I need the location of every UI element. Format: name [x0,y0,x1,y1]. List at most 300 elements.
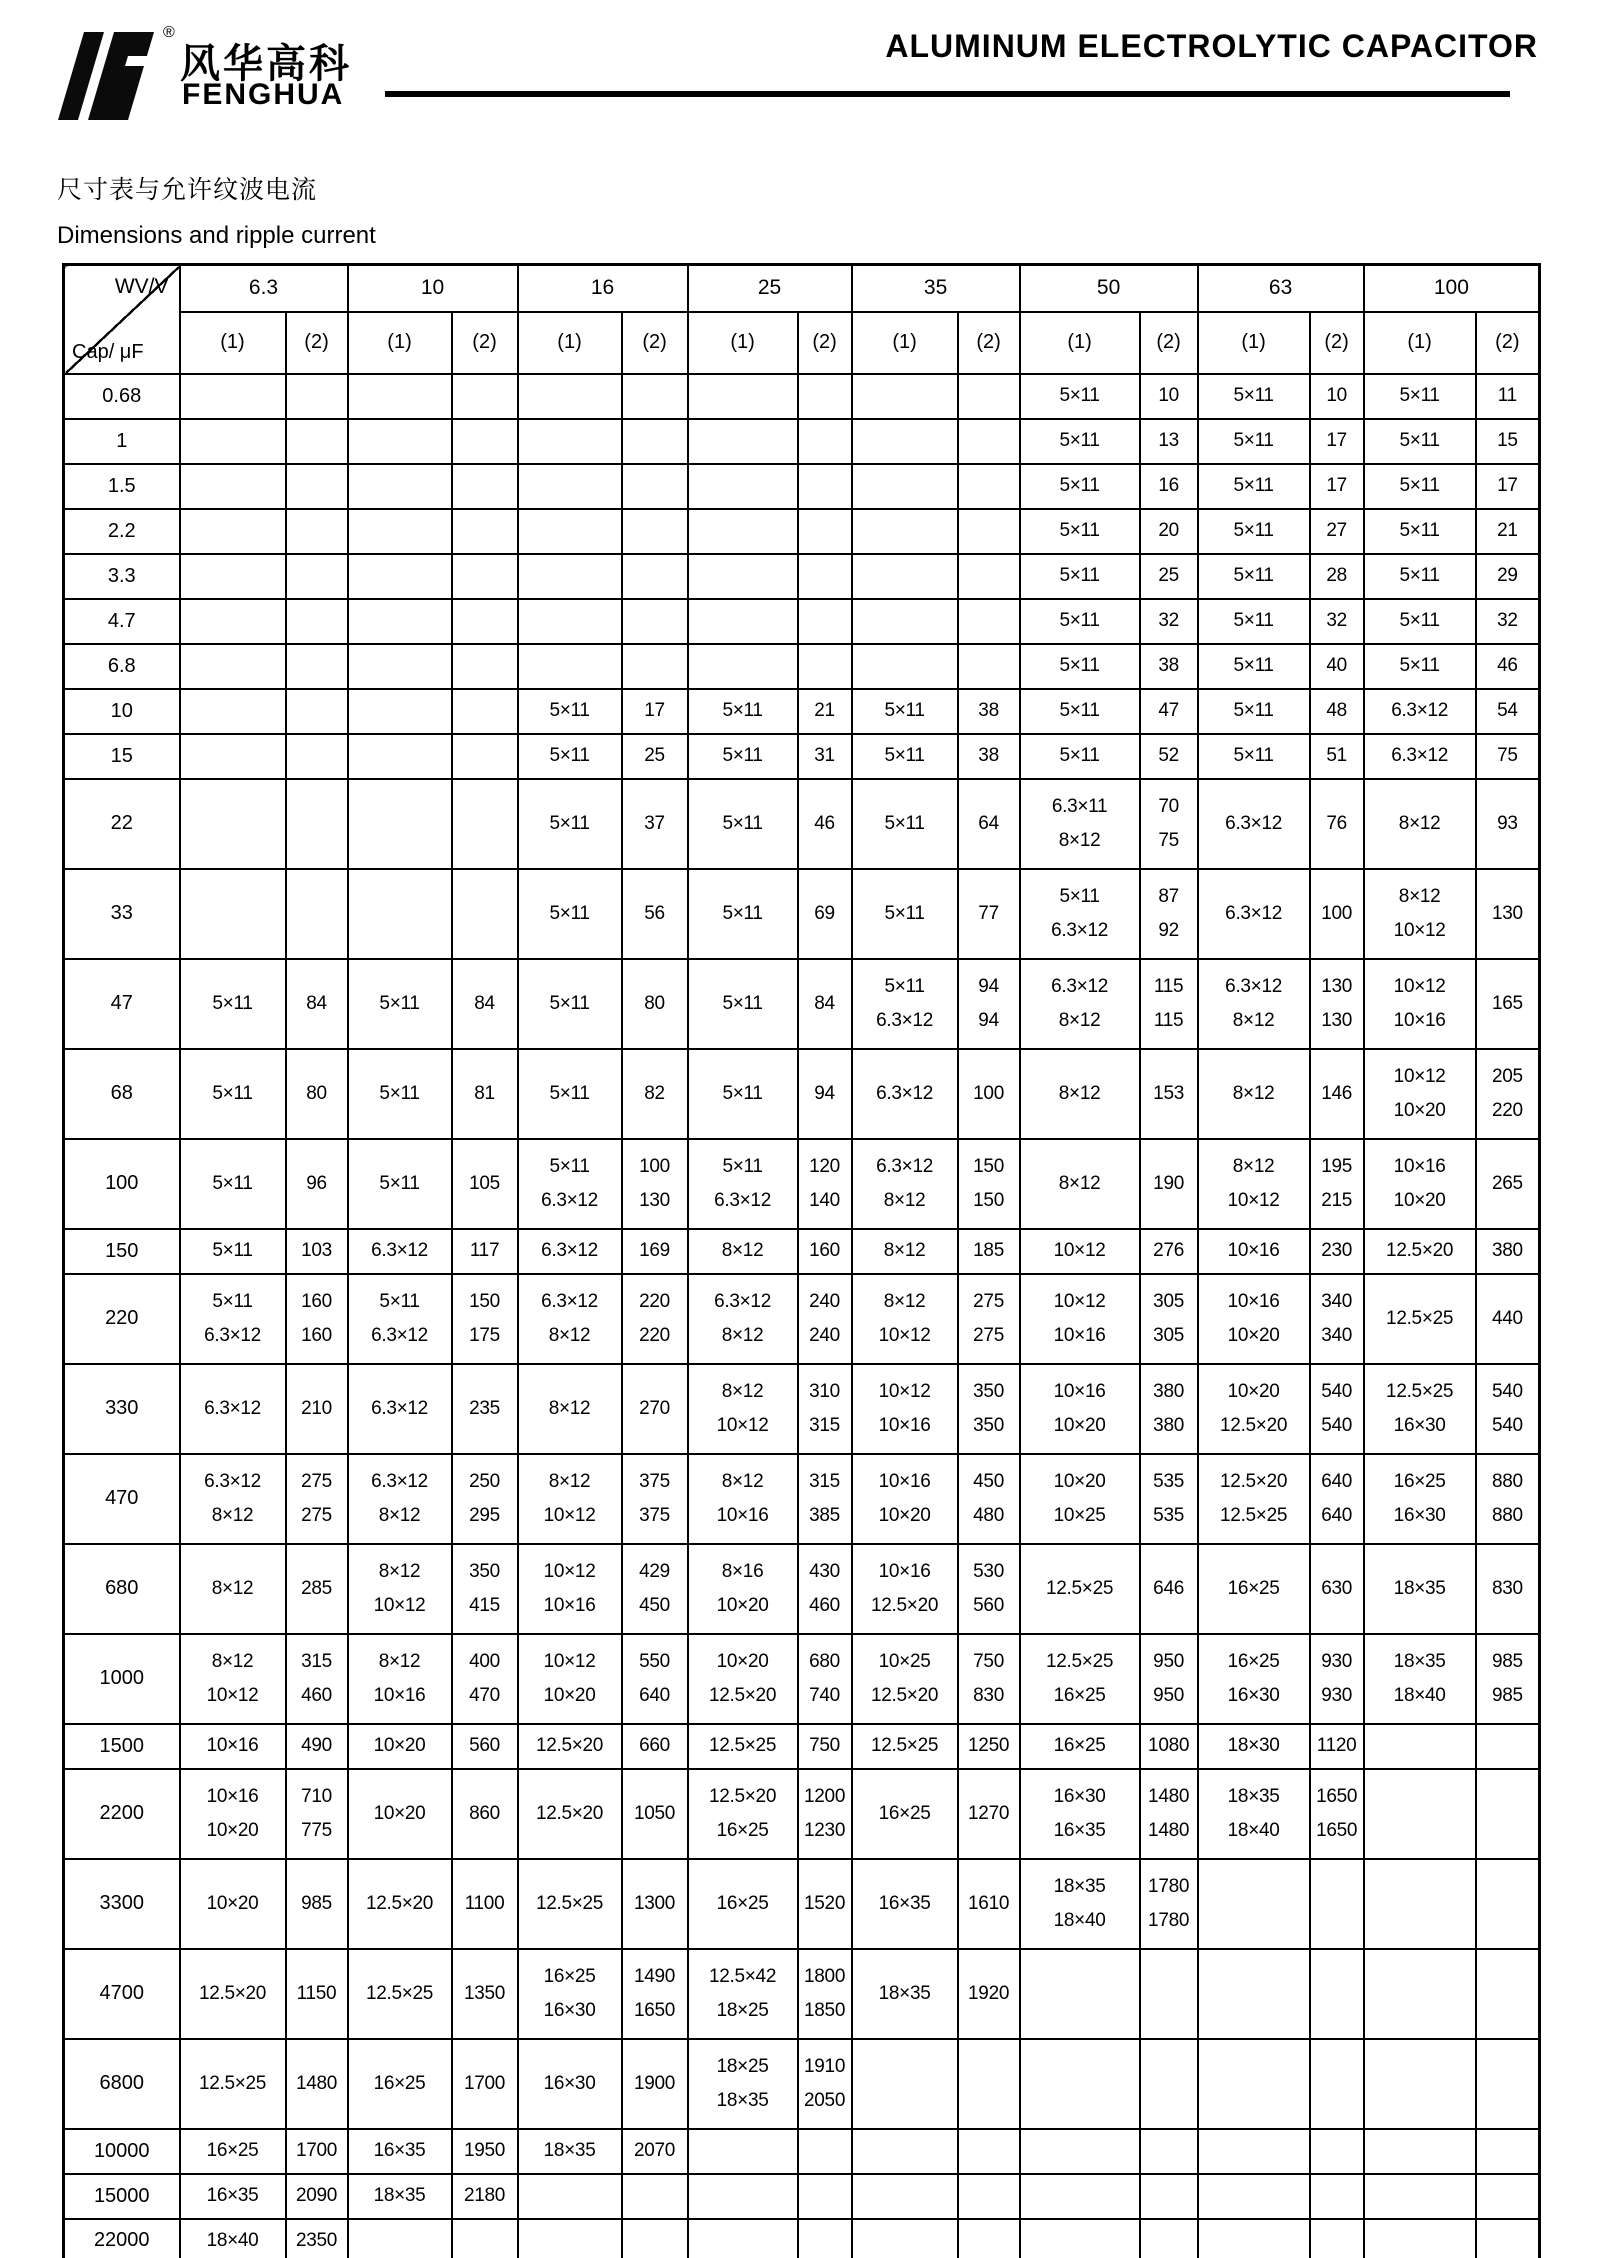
dim-value: 10×20 [716,1594,769,1616]
ripple-value: 38 [978,700,999,721]
ripple-cell [452,734,518,779]
ripple-cell [622,374,688,419]
dim-cell [1364,1364,1476,1454]
ripple-cell [1140,1859,1198,1949]
dim-cell [180,1634,286,1724]
subcolumn-header: (1) [852,312,958,374]
dim-value: 8×12 [1398,885,1441,907]
dim-value: 12.5×20 [871,1684,939,1706]
dim-cell [1020,1949,1140,2039]
ripple-value: 429 [639,1560,670,1582]
ripple-value: 240 [809,1324,840,1346]
subcolumn-header: (1) [180,312,286,374]
dim-cell [518,1634,622,1724]
ripple-value: 21 [1497,520,1518,541]
ripple-cell [1310,779,1364,869]
dim-value: 12.5×25 [1386,1380,1454,1402]
cap-row [64,1364,1540,1454]
ripple-cell [622,599,688,644]
dim-value: 5×11 [1059,430,1100,451]
ripple-cell [622,1454,688,1544]
ripple-value: 440 [1491,1307,1523,1329]
ripple-value: 38 [1158,655,1179,676]
ripple-cell [1140,1544,1198,1634]
ripple-cell [958,1454,1020,1544]
ripple-value: 21 [814,700,835,721]
ripple-value: 460 [809,1594,840,1616]
dim-value: 10×12 [1393,975,1446,997]
ripple-value: 140 [809,1189,840,1211]
dim-cell [180,1229,286,1274]
ripple-value: 530 [973,1560,1004,1582]
ripple-cell [958,734,1020,779]
ripple-value: 64 [978,812,999,834]
ripple-cell [958,1769,1020,1859]
dim-cell [348,779,452,869]
ripple-value: 205 [1491,1065,1523,1087]
ripple-value: 2180 [463,2185,506,2206]
ripple-cell [452,2174,518,2219]
ripple-value: 29 [1497,565,1518,586]
cap-row [64,509,1540,554]
ripple-cell [1476,599,1540,644]
ripple-value: 81 [474,1082,495,1104]
dim-value: 10×12 [1053,1240,1106,1261]
dim-value: 6.3×12 [541,1189,598,1211]
dim-cell [688,1364,798,1454]
ripple-cell [1140,2039,1198,2129]
dim-value: 6.3×12 [371,1397,428,1419]
dim-cell [518,1949,622,2039]
ripple-value: 2350 [295,2229,338,2251]
dim-cell [1198,374,1310,419]
cap-cell: 1 [64,419,180,464]
voltage-header: 10 [348,265,518,312]
corner-voltage-label: WV/V [114,275,169,298]
ripple-cell [1140,1229,1198,1274]
subcolumn-header: (1) [1020,312,1140,374]
ripple-cell [1310,464,1364,509]
ripple-cell [622,1634,688,1724]
dim-value: 16×30 [543,1999,596,2021]
dim-cell [518,1769,622,1859]
ripple-cell [1476,419,1540,464]
ripple-cell [452,554,518,599]
dim-cell [348,464,452,509]
cap-cell: 1.5 [64,464,180,509]
dim-cell [852,509,958,554]
subcolumn-header: (1) [688,312,798,374]
ripple-value: 1650 [1316,1819,1358,1841]
ripple-cell [452,2129,518,2174]
ripple-value: 775 [301,1819,332,1841]
ripple-cell [958,1634,1020,1724]
dim-cell [1364,869,1476,959]
ripple-value: 930 [1321,1684,1352,1706]
dim-value: 18×25 [716,1999,769,2021]
ripple-value: 380 [1153,1414,1184,1436]
dim-cell [1198,509,1310,554]
ripple-value: 220 [639,1324,670,1346]
ripple-cell [1140,869,1198,959]
dim-cell [1364,779,1476,869]
dim-value: 6.3×12 [1225,902,1283,924]
cap-row [64,734,1540,779]
ripple-cell [958,1859,1020,1949]
ripple-cell [1310,1049,1364,1139]
dim-value: 16×25 [206,2140,259,2161]
dim-cell [852,1229,958,1274]
ripple-cell [958,2219,1020,2258]
dim-value: 6.3×11 [1051,795,1108,817]
dim-value: 18×40 [1053,1909,1106,1931]
cap-cell: 10000 [64,2129,180,2174]
ripple-cell [452,2219,518,2258]
ripple-cell [798,1274,852,1364]
ripple-cell [1310,689,1364,734]
dim-value: 18×35 [1393,1577,1446,1599]
ripple-value: 215 [1321,1189,1352,1211]
dim-cell [348,1454,452,1544]
ripple-cell [1140,599,1198,644]
ripple-value: 640 [1321,1470,1352,1492]
cap-row [64,599,1540,644]
dim-cell [180,689,286,734]
voltage-header: 63 [1198,265,1364,312]
ripple-cell [1310,2129,1364,2174]
ripple-value: 1920 [968,1982,1010,2004]
dim-cell [1020,2219,1140,2258]
dim-value: 12.5×25 [535,1892,604,1914]
ripple-value: 235 [469,1397,500,1419]
cap-cell: 3300 [64,1859,180,1949]
dim-cell [688,689,798,734]
ripple-cell [958,1949,1020,2039]
ripple-value: 150 [973,1189,1004,1211]
ripple-cell [286,734,348,779]
dim-cell [518,1229,622,1274]
dim-value: 12.5×20 [1386,1240,1454,1261]
ripple-value: 117 [469,1240,500,1261]
registered-trademark-icon: ® [163,24,175,41]
subcolumn-header: (1) [518,312,622,374]
ripple-value: 646 [1153,1577,1184,1599]
ripple-cell [798,1229,852,1274]
dim-value: 10×20 [1393,1189,1446,1211]
dim-cell [1020,734,1140,779]
cap-row [64,374,1540,419]
dim-value: 12.5×20 [198,1982,267,2004]
ripple-cell [798,1454,852,1544]
dim-cell [348,1769,452,1859]
dim-value: 12.5×25 [708,1735,777,1756]
ripple-cell [622,1139,688,1229]
ripple-cell [958,869,1020,959]
dim-cell [1198,1859,1310,1949]
ripple-cell [958,2174,1020,2219]
ripple-value: 11 [1497,385,1517,406]
ripple-value: 540 [1491,1414,1523,1436]
cap-row [64,2174,1540,2219]
ripple-cell [286,1724,348,1769]
dim-cell [518,1544,622,1634]
ripple-cell [622,509,688,554]
ripple-cell [286,1544,348,1634]
dim-cell [1198,1454,1310,1544]
voltage-header: 16 [518,265,688,312]
ripple-cell [1140,1139,1198,1229]
dim-value: 5×11 [1059,745,1100,766]
dim-value: 10×16 [1053,1380,1106,1402]
dim-cell [1020,2039,1140,2129]
dim-value: 10×12 [1393,1065,1446,1087]
cap-row [64,1139,1540,1229]
ripple-cell [622,464,688,509]
dim-cell [518,1364,622,1454]
ripple-cell [1310,644,1364,689]
dim-cell [688,554,798,599]
dim-cell [348,869,452,959]
dim-value: 10×16 [1227,1240,1280,1261]
dim-value: 8×12 [721,1240,764,1261]
ripple-cell [798,1544,852,1634]
dim-cell [1198,1364,1310,1454]
ripple-cell [798,959,852,1049]
dim-cell [852,644,958,689]
ripple-cell [452,374,518,419]
dim-value: 10×20 [373,1735,426,1756]
ripple-cell [798,2039,852,2129]
ripple-value: 430 [809,1560,840,1582]
ripple-value: 220 [639,1290,670,1312]
dim-value: 12.5×20 [871,1594,939,1616]
ripple-value: 130 [639,1189,670,1211]
dim-cell [518,599,622,644]
cap-cell: 0.68 [64,374,180,419]
ripple-cell [1476,2174,1540,2219]
ripple-value: 1480 [1148,1819,1190,1841]
ripple-value: 1480 [295,2072,338,2094]
dim-cell [1198,779,1310,869]
ripple-cell [622,419,688,464]
ripple-cell [452,959,518,1049]
ripple-cell [1476,2219,1540,2258]
header-row-subcolumns [64,312,1540,374]
dim-cell [180,959,286,1049]
ripple-cell [958,1274,1020,1364]
ripple-value: 27 [1326,520,1347,541]
dim-value: 6.3×12 [1051,919,1108,941]
ripple-value: 146 [1321,1082,1352,1104]
ripple-value: 175 [469,1324,500,1346]
dim-cell [348,509,452,554]
dim-value: 8×12 [211,1577,254,1599]
ripple-cell [798,1139,852,1229]
ripple-value: 2050 [804,2089,846,2111]
ripple-cell [798,689,852,734]
ripple-cell [1310,1274,1364,1364]
ripple-cell [1476,1724,1540,1769]
dim-cell [1020,2129,1140,2174]
ripple-cell [958,2039,1020,2129]
dim-value: 5×11 [1399,565,1440,586]
dim-cell [688,2039,798,2129]
ripple-value: 37 [644,812,665,834]
ripple-cell [798,2174,852,2219]
ripple-cell [798,1049,852,1139]
dim-value: 5×11 [1059,610,1100,631]
dim-cell [1020,779,1140,869]
ripple-value: 150 [469,1290,500,1312]
dim-value: 5×11 [884,700,925,721]
dim-value: 12.5×20 [365,1892,434,1914]
dim-cell [180,1949,286,2039]
dim-cell [1020,509,1140,554]
ripple-cell [452,1364,518,1454]
ripple-value: 350 [469,1560,500,1582]
dim-cell [1364,689,1476,734]
ripple-value: 275 [973,1324,1004,1346]
dim-value: 5×11 [1399,385,1440,406]
dim-cell [1020,1364,1140,1454]
ripple-value: 630 [1321,1577,1352,1599]
ripple-cell [286,509,348,554]
ripple-value: 1950 [463,2140,506,2161]
dim-value: 16×35 [878,1892,931,1914]
dim-cell [1020,419,1140,464]
ripple-value: 10 [1326,385,1347,406]
ripple-value: 305 [1153,1290,1184,1312]
dim-value: 10×20 [1393,1099,1446,1121]
ripple-value: 375 [639,1470,670,1492]
dim-value: 5×11 [212,1172,253,1194]
ripple-cell [958,464,1020,509]
ripple-cell [286,2174,348,2219]
dim-value: 12.5×25 [1220,1504,1288,1526]
ripple-cell [1140,644,1198,689]
dim-value: 12.5×25 [1046,1577,1114,1599]
ripple-cell [286,1274,348,1364]
ripple-cell [1140,734,1198,779]
ripple-value: 38 [978,745,999,766]
dim-cell [688,644,798,689]
ripple-value: 750 [973,1650,1004,1672]
ripple-cell [1310,374,1364,419]
dim-value: 8×12 [721,1324,764,1346]
dim-cell [688,1634,798,1724]
dim-cell [180,1454,286,1544]
ripple-cell [1310,1454,1364,1544]
ripple-value: 2090 [295,2185,338,2206]
dim-value: 18×35 [1393,1650,1446,1672]
ripple-value: 1120 [1316,1735,1357,1756]
dim-value: 5×11 [1399,655,1440,676]
dim-value: 6.3×12 [204,1324,261,1346]
dim-cell [1020,1139,1140,1229]
dim-cell [348,1139,452,1229]
dim-value: 6.3×12 [876,1082,933,1104]
ripple-value: 190 [1153,1172,1184,1194]
cap-row [64,2129,1540,2174]
dim-cell [1020,1769,1140,1859]
dim-value: 8×12 [1058,1082,1101,1104]
ripple-cell [958,2129,1020,2174]
ripple-cell [452,509,518,554]
ripple-value: 1850 [804,1999,846,2021]
dim-value: 8×12 [378,1650,421,1672]
dim-cell [852,374,958,419]
subcolumn-header: (2) [958,312,1020,374]
ripple-value: 340 [1321,1324,1352,1346]
ripple-cell [452,1049,518,1139]
dim-value: 10×16 [543,1594,596,1616]
ripple-cell [958,374,1020,419]
dim-cell [688,1274,798,1364]
dim-cell [1198,2219,1310,2258]
dim-cell [1198,1139,1310,1229]
ripple-value: 880 [1491,1504,1523,1526]
cap-row [64,644,1540,689]
ripple-value: 1050 [634,1802,676,1824]
dim-cell [348,1949,452,2039]
dim-cell [688,1724,798,1769]
ripple-value: 46 [1497,655,1518,676]
dim-value: 8×12 [883,1290,926,1312]
dim-cell [1020,644,1140,689]
dim-value: 5×11 [884,812,925,834]
ripple-value: 100 [1321,902,1352,924]
cap-row [64,1229,1540,1274]
ripple-cell [798,599,852,644]
table-body [64,374,1540,2258]
ripple-cell [798,779,852,869]
dim-value: 12.5×25 [365,1982,434,2004]
subcolumn-header: (1) [1364,312,1476,374]
dim-value: 6.3×12 [1391,700,1449,721]
ripple-cell [1140,1949,1198,2039]
ripple-cell [286,554,348,599]
subcolumn-header: (2) [1140,312,1198,374]
dim-value: 5×11 [549,812,590,834]
ripple-value: 1910 [804,2055,846,2077]
dim-cell [348,2219,452,2258]
dim-value: 8×12 [1232,1009,1275,1031]
dim-value: 16×25 [1053,1735,1106,1756]
ripple-value: 130 [1321,975,1352,997]
ripple-cell [622,1049,688,1139]
dim-value: 10×25 [1053,1504,1106,1526]
ripple-value: 470 [469,1684,500,1706]
dim-value: 5×11 [212,1290,253,1312]
ripple-value: 560 [469,1735,500,1756]
dim-value: 5×11 [379,1290,420,1312]
dim-cell [852,1544,958,1634]
dim-cell [180,1859,286,1949]
dim-cell [852,1769,958,1859]
ripple-value: 1230 [804,1819,846,1841]
cap-row [64,1859,1540,1949]
dim-value: 10×12 [1227,1189,1280,1211]
dim-cell [180,2219,286,2258]
dim-value: 12.5×25 [871,1735,939,1756]
ripple-cell [286,2129,348,2174]
dim-value: 5×11 [549,1155,590,1177]
dim-value: 6.3×12 [714,1189,771,1211]
ripple-value: 1800 [804,1965,846,1987]
ripple-cell [1140,1049,1198,1139]
ripple-cell [798,2129,852,2174]
dim-cell [688,1454,798,1544]
